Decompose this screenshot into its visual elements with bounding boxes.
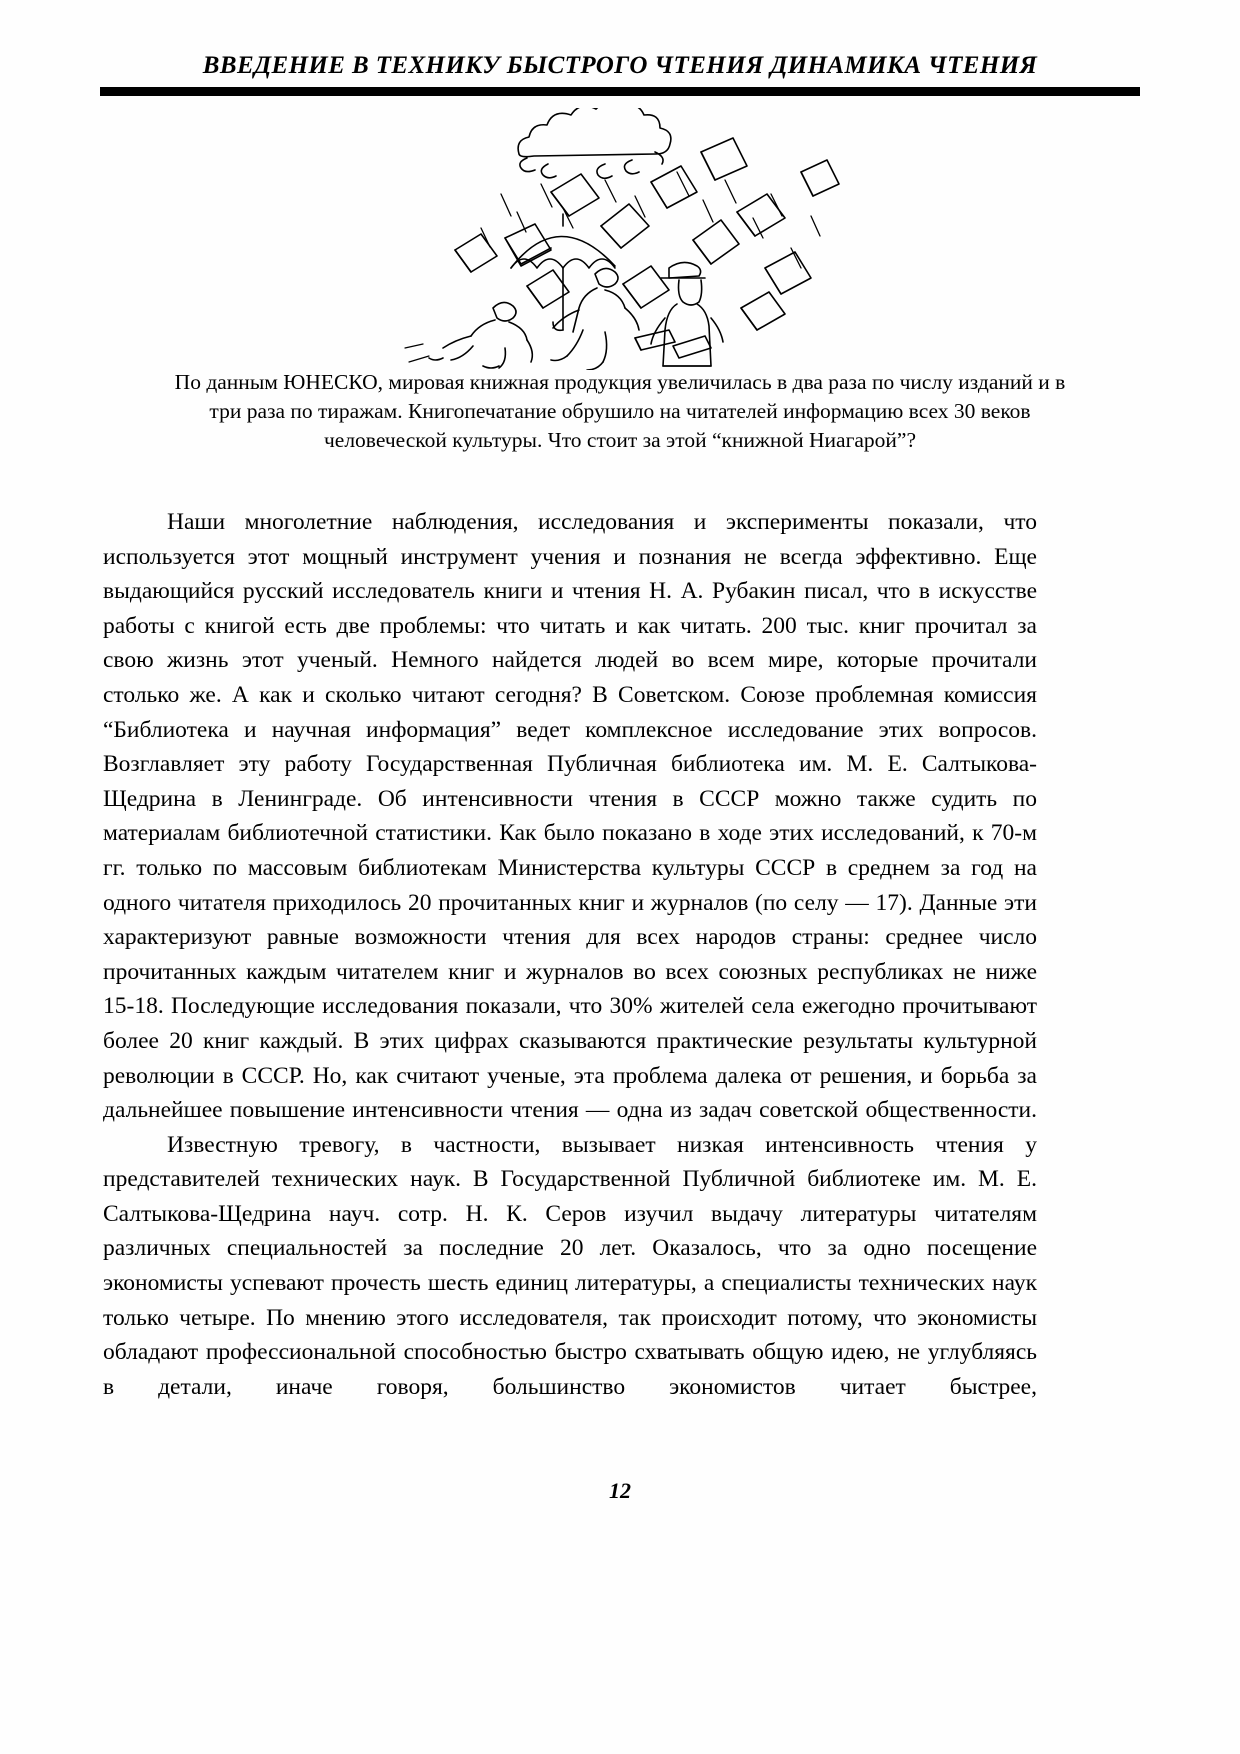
body-text-column [103,505,1037,1404]
page-header [100,52,1140,96]
illustration-caption: По данным ЮНЕСКО, мировая книжная продукция увеличилась в два раза по числу изданий и в три раза по тиражам. Книгопечатание обрушило на читателей информацию всех 30 веков человеческой культуры. Что стоит за этой “книжной Ниагарой”? [174,370,1066,452]
running-head-title: ВВЕДЕНИЕ В ТЕХНИКУ БЫСТРОГО ЧТЕНИЯ ДИНАМИКА ЧТЕНИЯ [202,52,1038,79]
book-9 [623,266,669,308]
motion-lines [405,344,429,362]
cartoon-illustration [305,108,845,370]
book-6 [737,194,785,236]
umbrella [511,214,615,330]
book-2 [551,174,599,216]
book-13 [741,292,785,330]
rain-streaks [481,172,820,268]
book-10 [455,234,497,272]
figure-running-middle [551,268,639,370]
figure-running-left [429,302,532,368]
book-8 [693,220,739,264]
header-rule-divider [100,87,1140,96]
book-4 [651,166,697,208]
body-paragraph-1: Наши многолетние наблюдения, исследования и эксперименты показали, что используется этот мощный инструмент учения и познания не всегда эффективно. Еще выдающийся русский исследователь книги и чтения Н. А. Рубакин писал, что в искусстве работы с книгой есть две проблемы: что читать и как читать. 200 тыс. книг прочитал за свою жизнь этот ученый. Немного найдется людей во всем мире, которые прочитали столько же. А как и сколько читают сегодня? В Советском. Союзе проблемная комиссия “Библиотека и научная информация” ведет комплексное исследование этих вопросов. Возглавляет эту работу Государственная Публичная библиотека им. М. Е. Салтыкова-Щедрина в Ленинграде. Об интенсивности чтения в СССР можно также судить по материалам библиотечной статистики. Как было показано в ходе этих исследований, к 70-м гг. только по массовым библиотекам Министерства культуры СССР в среднем за год на одного читателя приходилось 20 прочитанных книг и журналов (по селу — 17). Данные эти характеризуют равные возможности чтения для всех народов страны: среднее число прочитанных каждым читателем книг и журналов во всех союзных республиках не ниже 15-18. Последующие исследования показали, что 30% жителей села ежегодно прочитывают более 20 книг каждый. В этих цифрах сказываются практические результаты культурной революции в СССР. Но, как считают ученые, эта проблема далека от решения, и борьба за дальнейшее повышение интенсивности чтения — одна из задач советской общественности. [103,509,1037,1124]
cloud-shape [518,108,671,178]
page-number: 12 [609,1478,631,1503]
falling-books-group [455,138,839,330]
figure-with-hat [651,262,723,366]
book-7 [765,252,811,294]
body-paragraph-2: Известную тревогу, в частности, вызывает низкая интенсивность чтения у представителей технических наук. В Государственной Публичной библиотеке им. М. Е. Салтыкова-Щедрина науч. сотр. Н. К. Серов изучил выдачу литературы читателям различных специальностей за последние 20 лет. Оказалось, что за одно посещение экономисты успевают прочесть шесть единиц литературы, а специалисты технических наук только четыре. По мнению этого исследователя, так происходит потому, что экономисты обладают профессиональной способностью быстро схватывать общую идею, не углубляясь в детали, иначе говоря, большинство экономистов читает быстрее, [103,1131,1037,1400]
book-5 [701,138,747,180]
ground-books [635,330,711,358]
book-12 [801,160,839,196]
